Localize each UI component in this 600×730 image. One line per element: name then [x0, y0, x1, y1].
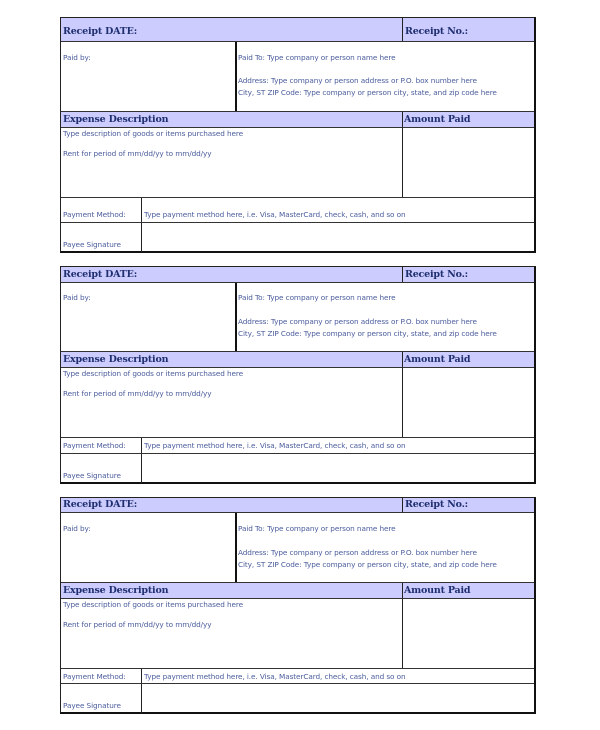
receipt-1: [60, 17, 536, 253]
city-field[interactable]: City, ST ZIP Code: Type company or person city, state, and zip code here: [238, 329, 497, 338]
amount-paid-field[interactable]: [403, 128, 534, 197]
description-field[interactable]: Type description of goods or items purchased here: [63, 369, 244, 378]
city-field[interactable]: City, ST ZIP Code: Type company or person city, state, and zip code here: [238, 88, 497, 97]
payment-method-row: [61, 438, 534, 454]
amount-paid-label: Amount Paid: [404, 114, 471, 125]
party-info-row: [61, 513, 534, 583]
rent-period-field[interactable]: Rent for period of mm/dd/yy to mm/dd/yy: [63, 149, 212, 158]
party-info-row: [61, 283, 534, 352]
description-field[interactable]: Type description of goods or items purchased here: [63, 129, 244, 138]
rent-period-field[interactable]: Rent for period of mm/dd/yy to mm/dd/yy: [63, 389, 212, 398]
paid-to-field[interactable]: Paid To: Type company or person name here: [238, 524, 396, 533]
divider: [235, 42, 237, 111]
amount-paid-field[interactable]: [403, 368, 534, 437]
payee-signature-row: [61, 454, 534, 483]
payee-signature-label: Payee Signature: [63, 701, 121, 710]
payment-method-row: [61, 669, 534, 684]
city-field[interactable]: City, ST ZIP Code: Type company or person city, state, and zip code here: [238, 560, 497, 569]
expense-body-row: [61, 128, 534, 198]
address-field[interactable]: Address: Type company or person address or P.O. box number here: [238, 76, 477, 85]
description-field[interactable]: Type description of goods or items purchased here: [63, 600, 244, 609]
expense-header-row: [61, 352, 534, 368]
divider: [235, 513, 237, 582]
receipt-date-label: Receipt DATE:: [63, 26, 138, 37]
address-field[interactable]: Address: Type company or person address or P.O. box number here: [238, 317, 477, 326]
payee-signature-label: Payee Signature: [63, 471, 121, 480]
divider: [402, 583, 403, 598]
receipt-date-label: Receipt DATE:: [63, 499, 138, 510]
party-info-row: [61, 42, 534, 112]
payee-signature-field[interactable]: [142, 684, 534, 713]
payment-method-label: Payment Method:: [63, 210, 126, 219]
payment-method-label: Payment Method:: [63, 441, 126, 450]
payment-method-label: Payment Method:: [63, 672, 126, 681]
expense-body-row: [61, 368, 534, 438]
address-field[interactable]: Address: Type company or person address or P.O. box number here: [238, 548, 477, 557]
divider: [235, 283, 237, 351]
paid-by-field[interactable]: Paid by:: [63, 524, 91, 533]
expense-header-row: [61, 583, 534, 599]
amount-paid-label: Amount Paid: [404, 354, 471, 365]
payment-method-field[interactable]: Type payment method here, i.e. Visa, MasterCard, check, cash, and so on: [144, 441, 406, 450]
expense-description-label: Expense Description: [63, 114, 169, 125]
receipt-header-row: [61, 18, 534, 42]
payee-signature-row: [61, 223, 534, 252]
paid-to-field[interactable]: Paid To: Type company or person name here: [238, 53, 396, 62]
rent-period-field[interactable]: Rent for period of mm/dd/yy to mm/dd/yy: [63, 620, 212, 629]
amount-paid-field[interactable]: [403, 599, 534, 668]
payment-method-field[interactable]: Type payment method here, i.e. Visa, MasterCard, check, cash, and so on: [144, 672, 406, 681]
payment-method-field[interactable]: Type payment method here, i.e. Visa, MasterCard, check, cash, and so on: [144, 210, 406, 219]
divider: [402, 18, 403, 41]
receipt-no-label: Receipt No.:: [405, 269, 468, 280]
expense-header-row: [61, 112, 534, 128]
payee-signature-row: [61, 684, 534, 713]
expense-description-label: Expense Description: [63, 585, 169, 596]
receipt-no-label: Receipt No.:: [405, 26, 468, 37]
receipt-2: [60, 266, 536, 484]
payee-signature-field[interactable]: [142, 223, 534, 252]
paid-by-field[interactable]: Paid by:: [63, 53, 91, 62]
divider: [402, 498, 403, 512]
receipt-header-row: [61, 498, 534, 513]
divider: [141, 669, 142, 683]
payee-signature-field[interactable]: [142, 454, 534, 483]
receipt-date-label: Receipt DATE:: [63, 269, 138, 280]
divider: [402, 112, 403, 127]
divider: [141, 438, 142, 453]
paid-by-field[interactable]: Paid by:: [63, 293, 91, 302]
expense-body-row: [61, 599, 534, 669]
receipt-no-label: Receipt No.:: [405, 499, 468, 510]
amount-paid-label: Amount Paid: [404, 585, 471, 596]
payment-method-row: [61, 198, 534, 223]
divider: [402, 267, 403, 282]
payee-signature-label: Payee Signature: [63, 240, 121, 249]
receipt-3: [60, 497, 536, 714]
expense-description-label: Expense Description: [63, 354, 169, 365]
paid-to-field[interactable]: Paid To: Type company or person name here: [238, 293, 396, 302]
receipt-header-row: [61, 267, 534, 283]
divider: [402, 352, 403, 367]
divider: [141, 198, 142, 222]
